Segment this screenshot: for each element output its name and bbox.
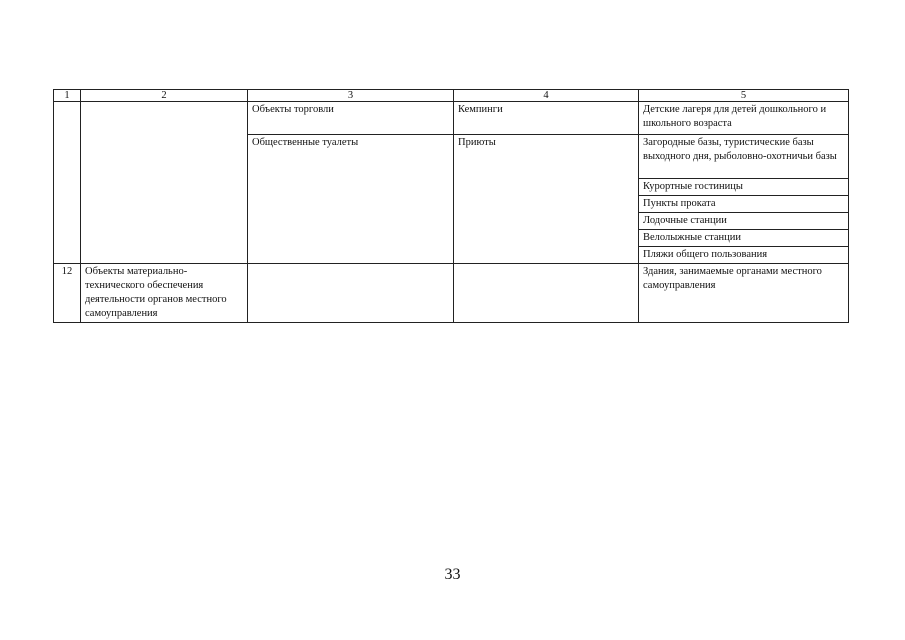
object-cell: Пункты проката — [639, 196, 849, 213]
object-cell: Кемпинги — [454, 102, 639, 135]
object-cell: Здания, занимаемые органами местного самоуправления — [639, 264, 849, 323]
object-cell: Пляжи общего пользования — [639, 247, 849, 264]
object-cell: Курортные гостиницы — [639, 179, 849, 196]
object-cell: Приюты — [454, 135, 639, 264]
header-cell-2: 2 — [81, 90, 248, 102]
object-cell: Загородные базы, туристические базы выходного дня, рыболовно-охотничьи базы — [639, 135, 849, 179]
table-header-row — [54, 90, 849, 102]
category-cell — [81, 102, 248, 264]
header-cell-1: 1 — [54, 90, 81, 102]
category-cell: Объекты материально-технического обеспечения деятельности органов местного самоуправления — [81, 264, 248, 323]
page-number: 33 — [444, 566, 461, 583]
object-cell — [454, 264, 639, 323]
object-cell: Объекты торговли — [248, 102, 454, 135]
table-row — [54, 264, 849, 323]
object-cell: Детские лагеря для детей дошкольного и школьного возраста — [639, 102, 849, 135]
row-number-cell: 12 — [54, 264, 81, 323]
object-cell — [248, 264, 454, 323]
row-number-cell — [54, 102, 81, 264]
header-cell-3: 3 — [248, 90, 454, 102]
header-cell-5: 5 — [639, 90, 849, 102]
header-cell-4: 4 — [454, 90, 639, 102]
table-row — [54, 102, 849, 135]
object-cell: Общественные туалеты — [248, 135, 454, 264]
document-table — [53, 89, 849, 323]
object-cell: Лодочные станции — [639, 213, 849, 230]
object-cell: Велолыжные станции — [639, 230, 849, 247]
